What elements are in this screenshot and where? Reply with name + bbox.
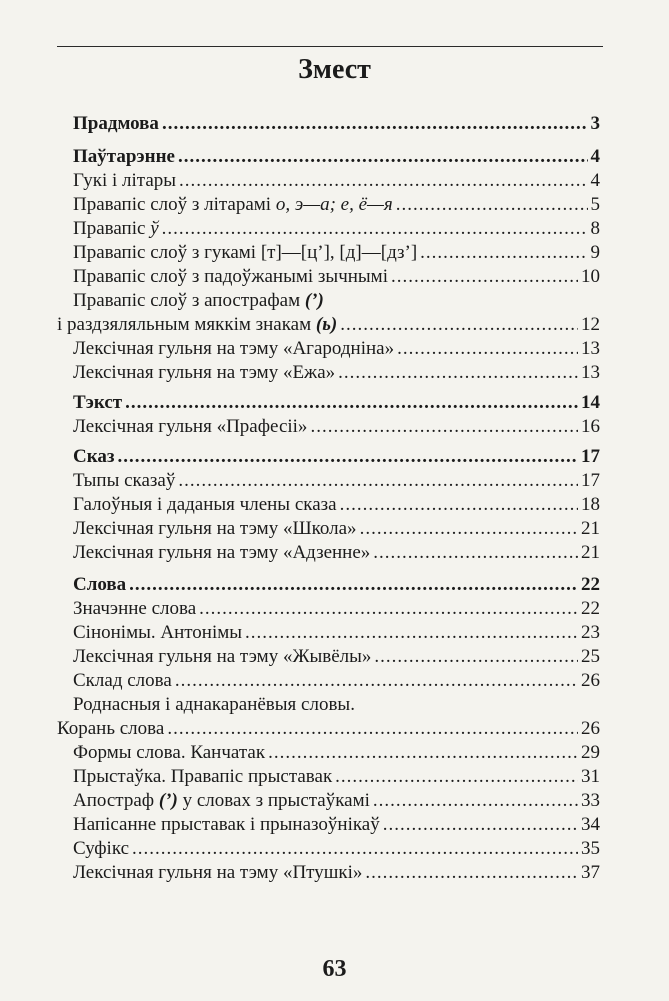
toc-entry-page: 18	[581, 494, 600, 515]
toc-entry-text: Апостраф	[73, 790, 155, 811]
toc-entry-page: 10	[581, 266, 600, 287]
toc-entry[interactable]	[73, 597, 600, 621]
toc-entry[interactable]	[73, 391, 600, 415]
toc-entry-text: Слова	[73, 574, 127, 595]
toc-entry-text: Формы слова. Канчатак	[73, 742, 266, 763]
toc-entry[interactable]	[73, 337, 600, 361]
toc-entry-text: Лексічная гульня на тэму «Агародніна»	[73, 338, 395, 359]
toc-entry[interactable]	[73, 837, 600, 861]
toc-entry-line[interactable]	[73, 693, 355, 717]
toc-entry-text: Значэнне слова	[73, 598, 197, 619]
toc-entry[interactable]	[73, 169, 600, 193]
toc-entry[interactable]	[73, 541, 600, 565]
toc-entry-page: 5	[590, 194, 600, 215]
toc-entry-text: Лексічная гульня «Прафесіі»	[73, 416, 308, 437]
toc-entry[interactable]	[73, 573, 600, 597]
toc-entry[interactable]	[73, 813, 600, 837]
toc-entry-text: Суфікс	[73, 838, 130, 859]
toc-entry-text: Паўтарэнне	[73, 146, 175, 167]
toc-entry-page: 4	[590, 170, 600, 191]
toc-entry-page: 3	[590, 113, 600, 134]
toc-entry-text: Правапіс слоў з падоўжанымі зычнымі	[73, 266, 388, 287]
toc-entry-page: 35	[581, 838, 600, 859]
toc-entry-page: 25	[581, 646, 600, 667]
toc-entry-page: 31	[581, 766, 600, 787]
toc-entry-text: Корань слова	[57, 718, 165, 739]
toc-entry-text: Правапіс слоў з літарамі	[73, 194, 272, 215]
toc-entry[interactable]	[73, 741, 600, 765]
toc-entry[interactable]	[73, 493, 600, 517]
toc-entry[interactable]	[57, 717, 600, 741]
page-title: Змест	[298, 54, 371, 85]
toc-entry-text: Склад слова	[73, 670, 172, 691]
toc-entry-text: Сказ	[73, 446, 115, 467]
toc-entry-text: Тэкст	[73, 392, 123, 413]
toc-entry-symbol: (ь)	[315, 314, 338, 335]
toc-entry[interactable]	[73, 265, 600, 289]
toc-entry-page: 12	[581, 314, 600, 335]
toc-entry-page: 23	[581, 622, 600, 643]
toc-entry-text: Лексічная гульня на тэму «Ежа»	[73, 362, 336, 383]
toc-entry-text: Правапіс слоў з апострафам	[73, 290, 301, 311]
toc-entry-text: Роднасныя і аднакаранёвыя словы.	[73, 694, 355, 715]
toc-entry-text: Лексічная гульня на тэму «Адзенне»	[73, 542, 371, 563]
toc-entry-text: Сінонімы. Антонімы	[73, 622, 243, 643]
toc-entry[interactable]	[73, 415, 600, 439]
toc-entry-letters: ў	[150, 218, 159, 239]
toc-entry[interactable]	[73, 217, 600, 241]
toc-entry-page: 13	[581, 338, 600, 359]
toc-entry-letters: о, э—а; е, ё—я	[275, 194, 393, 215]
toc-entry-page: 22	[581, 574, 600, 595]
toc-entry[interactable]	[73, 469, 600, 493]
toc-entry-page: 16	[581, 416, 600, 437]
toc-entry[interactable]	[73, 789, 600, 813]
toc-entry[interactable]	[73, 445, 600, 469]
toc-entry[interactable]	[73, 112, 600, 136]
toc-entry[interactable]	[73, 193, 600, 217]
toc-entry-line[interactable]	[73, 289, 324, 313]
toc-entry-page: 34	[581, 814, 600, 835]
toc-entry-page: 17	[581, 446, 600, 467]
toc-entry-symbol: (’)	[304, 290, 324, 311]
toc-entry-symbol: (’)	[158, 790, 178, 811]
toc-entry-text: Тыпы сказаў	[73, 470, 176, 491]
page-number: 63	[322, 956, 347, 982]
toc-entry-page: 4	[590, 146, 600, 167]
toc-entry-page: 21	[581, 542, 600, 563]
toc-entry-text: Гукі і літары	[73, 170, 177, 191]
toc-entry-text: Правапіс	[73, 218, 146, 239]
toc-entry-page: 13	[581, 362, 600, 383]
toc-entry-text: і раздзяляльным мяккім знакам	[57, 314, 312, 335]
toc-entry-text: Лексічная гульня на тэму «Школа»	[73, 518, 357, 539]
toc-entry-text: Напісанне прыставак і прыназоўнікаў	[73, 814, 380, 835]
toc-entry[interactable]	[73, 765, 600, 789]
toc-entry-text-rest: у словах з прыстаўкамі	[182, 790, 370, 811]
toc-entry[interactable]	[73, 517, 600, 541]
toc-entry-text: Галоўныя і даданыя члены сказа	[73, 494, 337, 515]
toc-entry-text: Правапіс слоў з гукамі [т]—[ц’], [д]—[дз’]	[73, 242, 418, 263]
toc-entry-page: 33	[581, 790, 600, 811]
toc-entry-page: 21	[581, 518, 600, 539]
toc-entry[interactable]	[73, 645, 600, 669]
toc-entry[interactable]	[57, 313, 600, 337]
toc-entry[interactable]	[73, 241, 600, 265]
toc-entry[interactable]	[73, 669, 600, 693]
toc-entry-page: 26	[581, 718, 600, 739]
toc-entry[interactable]	[73, 861, 600, 885]
toc-entry-page: 22	[581, 598, 600, 619]
toc-entry-page: 26	[581, 670, 600, 691]
toc-entry-text: Прадмова	[73, 113, 159, 134]
toc-entry-page: 17	[581, 470, 600, 491]
toc-entry-page: 14	[581, 392, 600, 413]
toc-entry[interactable]	[73, 621, 600, 645]
toc-entry-text: Лексічная гульня на тэму «Жывёлы»	[73, 646, 372, 667]
toc-entry-page: 8	[590, 218, 600, 239]
toc-entry-text: Прыстаўка. Правапіс прыставак	[73, 766, 333, 787]
toc-entry[interactable]	[73, 145, 600, 169]
toc-entry[interactable]	[73, 361, 600, 385]
toc-entry-page: 29	[581, 742, 600, 763]
toc-entry-page: 37	[581, 862, 600, 883]
toc-entry-page: 9	[590, 242, 600, 263]
toc-entry-text: Лексічная гульня на тэму «Птушкі»	[73, 862, 363, 883]
